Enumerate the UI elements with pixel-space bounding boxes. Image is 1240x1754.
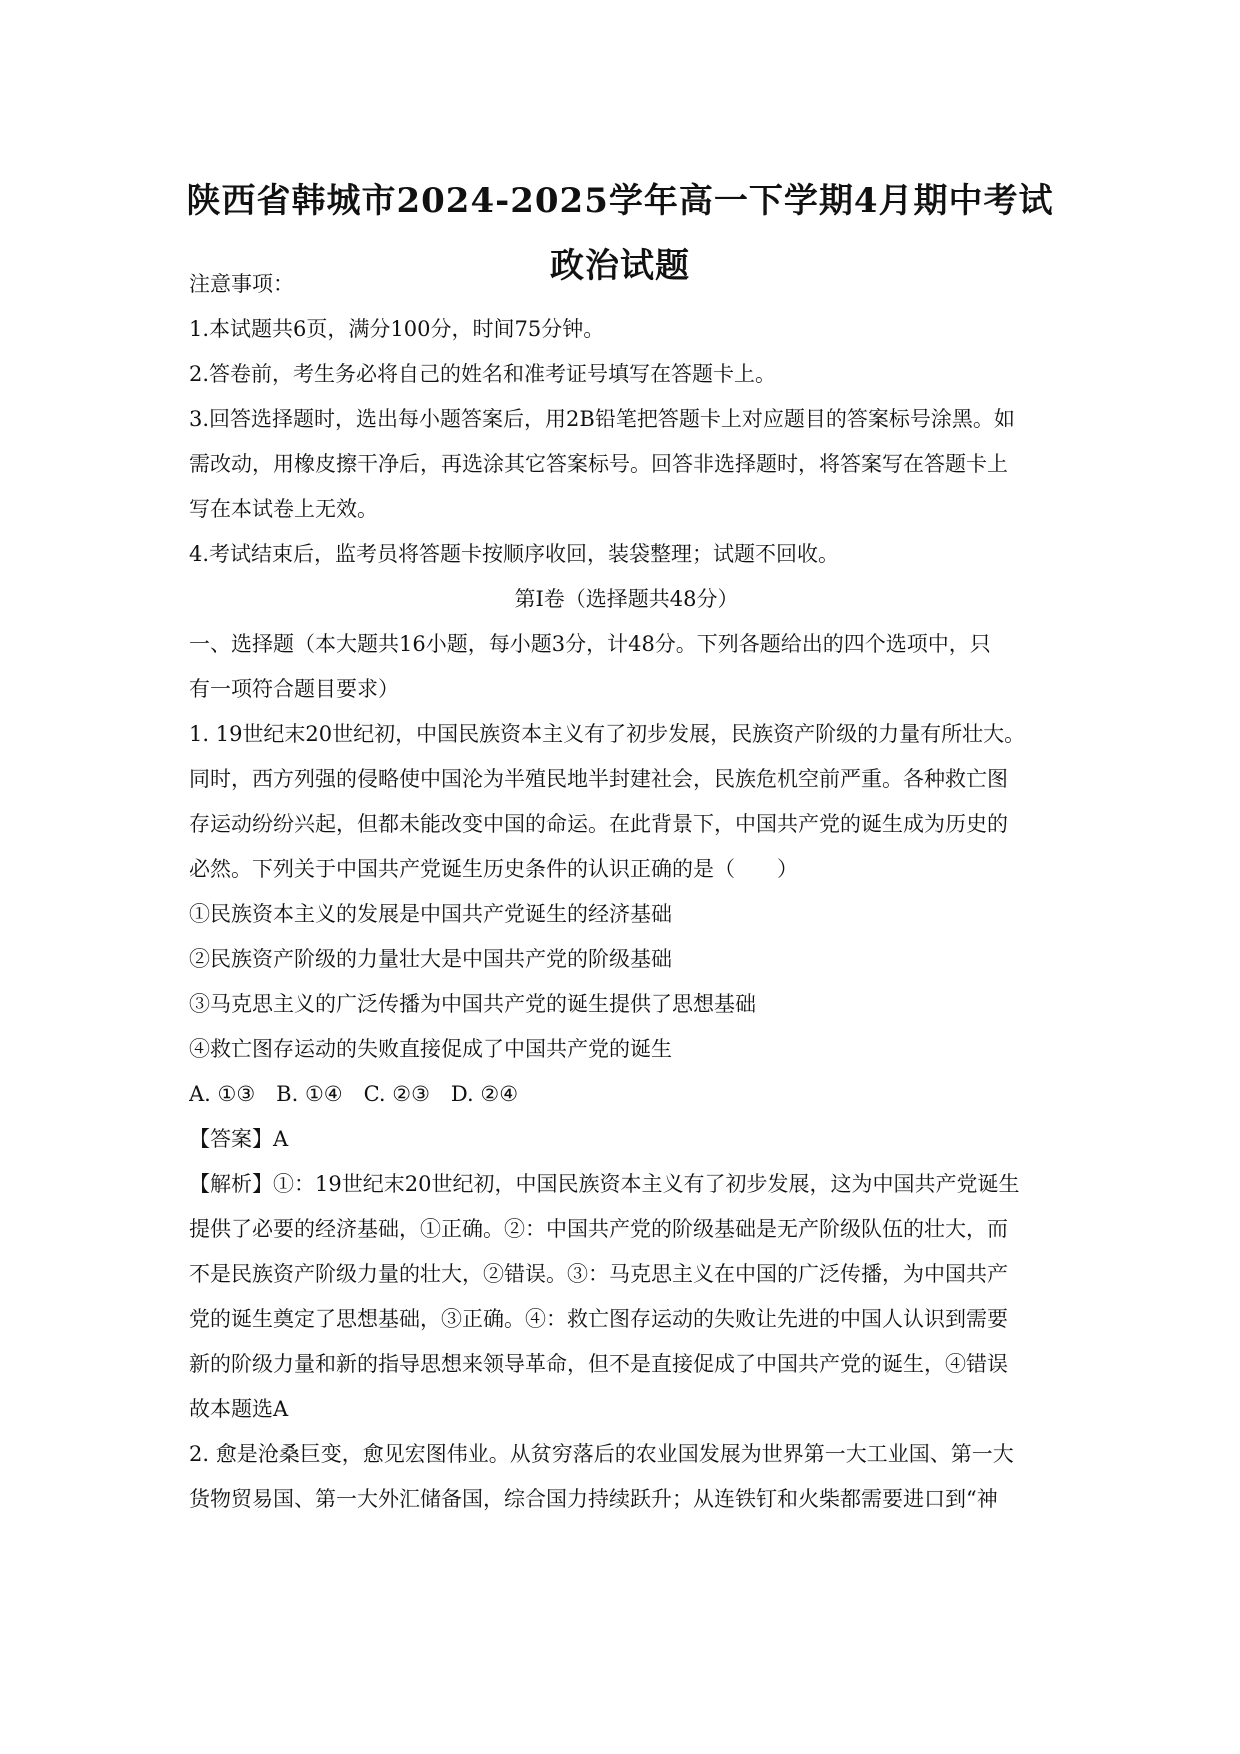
q1-item: ③马克思主义的广泛传播为中国共产党的诞生提供了思想基础: [189, 992, 756, 1016]
q1-analysis: 不是民族资产阶级力量的壮大，②错误。③：马克思主义在中国的广泛传播，为中国共产: [189, 1262, 1008, 1286]
q1-analysis: 党的诞生奠定了思想基础，③正确。④：救亡图存运动的失败让先进的中国人认识到需要: [189, 1307, 1008, 1331]
q1-analysis: 【解析】①：19世纪末20世纪初，中国民族资本主义有了初步发展，这为中国共产党诞生: [189, 1172, 1020, 1196]
exam-subtitle: 政治试题: [550, 246, 690, 286]
q1-analysis: 提供了必要的经济基础，①正确。②：中国共产党的阶级基础是无产阶级队伍的壮大，而: [189, 1217, 1008, 1241]
notes-heading: 注意事项：: [189, 272, 294, 296]
notes-line: 2.答卷前，考生务必将自己的姓名和准考证号填写在答题卡上。: [189, 362, 777, 386]
q1-item: ②民族资产阶级的力量壮大是中国共产党的阶级基础: [189, 947, 672, 971]
q1-analysis: 新的阶级力量和新的指导思想来领导革命，但不是直接促成了中国共产党的诞生，④错误: [189, 1352, 1008, 1376]
notes-line: 写在本试卷上无效。: [189, 497, 378, 521]
q2-stem: 2. 愈是沧桑巨变，愈见宏图伟业。从贫穷落后的农业国发展为世界第一大工业国、第一大: [189, 1442, 1014, 1466]
q1-stem: 必然。下列关于中国共产党诞生历史条件的认识正确的是（ ）: [189, 857, 798, 881]
q1-answer: 【答案】A: [189, 1127, 289, 1151]
section-instruction: 一、选择题（本大题共16小题，每小题3分，计48分。下列各题给出的四个选项中，只: [189, 632, 991, 656]
q2-stem: 货物贸易国、第一大外汇储备国，综合国力持续跃升；从连铁钉和火柴都需要进口到“神: [189, 1487, 998, 1511]
exam-body: [189, 262, 1064, 1522]
notes-line: 3.回答选择题时，选出每小题答案后，用2B铅笔把答题卡上对应题目的答案标号涂黑。如: [189, 407, 1015, 431]
q1-item: ①民族资本主义的发展是中国共产党诞生的经济基础: [189, 902, 672, 926]
q1-stem: 存运动纷纷兴起，但都未能改变中国的命运。在此背景下，中国共产党的诞生成为历史的: [189, 812, 1008, 836]
exam-title: 陕西省韩城市2024-2025学年高一下学期4月期中考试: [186, 181, 1054, 221]
q1-options: A. ①③ B. ①④ C. ②③ D. ②④: [189, 1082, 519, 1106]
q1-stem: 1. 19世纪末20世纪初，中国民族资本主义有了初步发展，民族资产阶级的力量有所壮大。: [189, 722, 1026, 746]
part1-title: 第Ⅰ卷（选择题共48分）: [514, 587, 739, 611]
q1-stem: 同时，西方列强的侵略使中国沦为半殖民地半封建社会，民族危机空前严重。各种救亡图: [189, 767, 1008, 791]
notes-line: 1.本试题共6页，满分100分，时间75分钟。: [189, 317, 605, 341]
notes-line: 需改动，用橡皮擦干净后，再选涂其它答案标号。回答非选择题时，将答案写在答题卡上: [189, 452, 1008, 476]
q1-analysis: 故本题选A: [189, 1397, 289, 1421]
q1-item: ④救亡图存运动的失败直接促成了中国共产党的诞生: [189, 1037, 672, 1061]
notes-line: 4.考试结束后，监考员将答题卡按顺序收回，装袋整理；试题不回收。: [189, 542, 840, 566]
section-instruction: 有一项符合题目要求）: [189, 677, 399, 701]
